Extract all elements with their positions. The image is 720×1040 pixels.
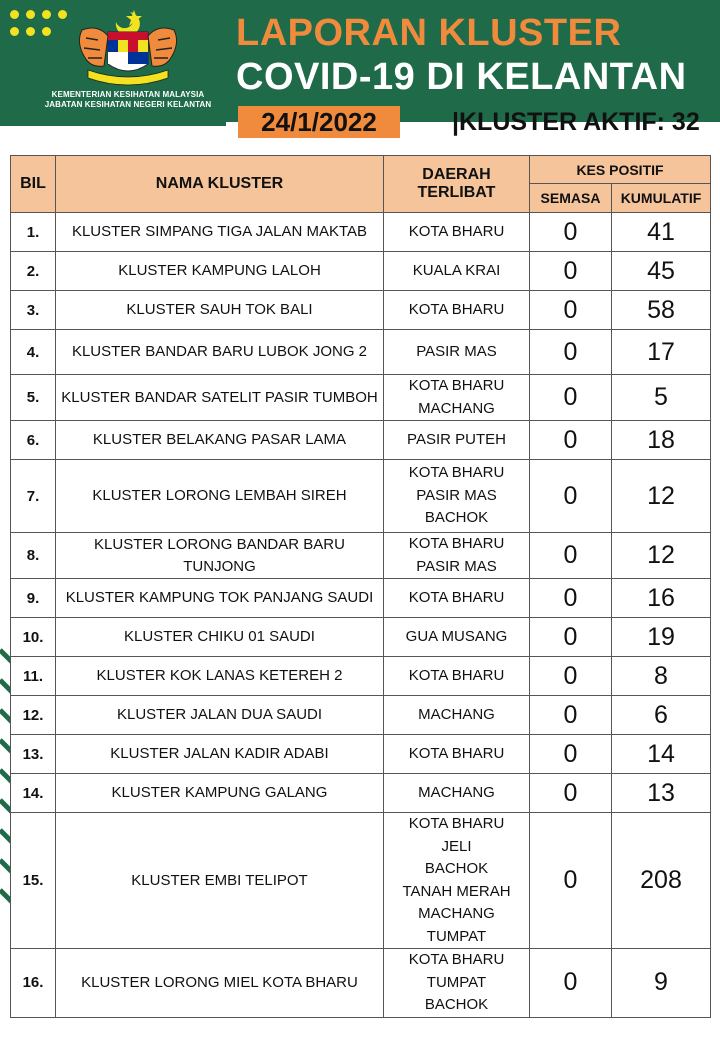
header-kes-positif: KES POSITIF (530, 156, 711, 184)
cell-kumulatif: 58 (612, 291, 711, 330)
cell-kumulatif: 17 (612, 330, 711, 375)
ministry-label: KEMENTERIAN KESIHATAN MALAYSIA JABATAN KESIHATAN NEGERI KELANTAN (44, 90, 212, 109)
table-row (11, 533, 711, 579)
cell-bil: 1. (11, 213, 56, 252)
cell-kumulatif: 8 (612, 657, 711, 696)
cell-semasa: 0 (530, 460, 612, 533)
cell-daerah-terlibat: KOTA BHARU (384, 213, 530, 252)
cell-semasa: 0 (530, 618, 612, 657)
cell-kumulatif: 12 (612, 460, 711, 533)
cell-daerah-terlibat: KOTA BHARU PASIR MAS (384, 533, 530, 579)
cell-kumulatif: 13 (612, 774, 711, 813)
table-row (11, 421, 711, 460)
table-row (11, 579, 711, 618)
cell-nama-kluster: KLUSTER JALAN KADIR ADABI (56, 735, 384, 774)
table-row (11, 330, 711, 375)
table-row (11, 696, 711, 735)
cell-daerah-terlibat: KOTA BHARU (384, 291, 530, 330)
header-nama-kluster: NAMA KLUSTER (56, 156, 384, 213)
report-title: LAPORAN KLUSTER (236, 12, 622, 54)
cell-daerah-terlibat: PASIR PUTEH (384, 421, 530, 460)
table-row (11, 252, 711, 291)
cell-daerah-terlibat: MACHANG (384, 696, 530, 735)
cell-bil: 14. (11, 774, 56, 813)
cell-semasa: 0 (530, 291, 612, 330)
active-cluster-count: |KLUSTER AKTIF: 32 (452, 108, 700, 136)
cell-daerah-terlibat: PASIR MAS (384, 330, 530, 375)
cluster-table-body (11, 213, 711, 1018)
cell-nama-kluster: KLUSTER EMBI TELIPOT (56, 813, 384, 949)
cell-daerah-terlibat: GUA MUSANG (384, 618, 530, 657)
cell-kumulatif: 12 (612, 533, 711, 579)
cell-bil: 15. (11, 813, 56, 949)
cell-kumulatif: 6 (612, 696, 711, 735)
cell-daerah-terlibat: KOTA BHARU TUMPAT BACHOK (384, 949, 530, 1018)
cell-semasa: 0 (530, 421, 612, 460)
header-bil: BIL (11, 156, 56, 213)
cell-semasa: 0 (530, 735, 612, 774)
table-row (11, 949, 711, 1018)
report-date: 24/1/2022 (238, 106, 400, 138)
cell-nama-kluster: KLUSTER LORONG LEMBAH SIREH (56, 460, 384, 533)
cell-bil: 3. (11, 291, 56, 330)
report-subtitle: COVID-19 DI KELANTAN (236, 56, 687, 98)
cell-nama-kluster: KLUSTER BANDAR SATELIT PASIR TUMBOH (56, 375, 384, 421)
cell-kumulatif: 19 (612, 618, 711, 657)
table-row (11, 375, 711, 421)
cell-bil: 13. (11, 735, 56, 774)
header-green-tab (0, 120, 240, 140)
cell-semasa: 0 (530, 375, 612, 421)
cell-kumulatif: 14 (612, 735, 711, 774)
cell-semasa: 0 (530, 330, 612, 375)
cell-kumulatif: 208 (612, 813, 711, 949)
cell-kumulatif: 16 (612, 579, 711, 618)
cell-bil: 6. (11, 421, 56, 460)
header-semasa: SEMASA (530, 184, 612, 213)
table-row (11, 735, 711, 774)
cell-bil: 12. (11, 696, 56, 735)
header-banner (0, 0, 720, 122)
cell-nama-kluster: KLUSTER KAMPUNG TOK PANJANG SAUDI (56, 579, 384, 618)
cell-daerah-terlibat: KOTA BHARU (384, 735, 530, 774)
cell-bil: 9. (11, 579, 56, 618)
cell-daerah-terlibat: KOTA BHARU JELI BACHOK TANAH MERAH MACHANG TUMPAT (384, 813, 530, 949)
cell-nama-kluster: KLUSTER KAMPUNG LALOH (56, 252, 384, 291)
cell-semasa: 0 (530, 213, 612, 252)
cell-semasa: 0 (530, 774, 612, 813)
cell-bil: 10. (11, 618, 56, 657)
cell-nama-kluster: KLUSTER KOK LANAS KETEREH 2 (56, 657, 384, 696)
cell-kumulatif: 9 (612, 949, 711, 1018)
cell-semasa: 0 (530, 696, 612, 735)
cell-daerah-terlibat: KOTA BHARU (384, 579, 530, 618)
cell-nama-kluster: KLUSTER CHIKU 01 SAUDI (56, 618, 384, 657)
table-row (11, 460, 711, 533)
header-daerah-terlibat: DAERAH TERLIBAT (384, 156, 530, 213)
cell-kumulatif: 41 (612, 213, 711, 252)
cell-semasa: 0 (530, 252, 612, 291)
cell-bil: 4. (11, 330, 56, 375)
cell-semasa: 0 (530, 657, 612, 696)
cell-semasa: 0 (530, 579, 612, 618)
cell-bil: 16. (11, 949, 56, 1018)
header-kumulatif: KUMULATIF (612, 184, 711, 213)
table-row (11, 813, 711, 949)
table-row (11, 774, 711, 813)
cell-semasa: 0 (530, 813, 612, 949)
table-row (11, 657, 711, 696)
cell-nama-kluster: KLUSTER BANDAR BARU LUBOK JONG 2 (56, 330, 384, 375)
cell-nama-kluster: KLUSTER SIMPANG TIGA JALAN MAKTAB (56, 213, 384, 252)
cell-semasa: 0 (530, 533, 612, 579)
coat-of-arms-logo (68, 8, 188, 90)
cell-daerah-terlibat: KOTA BHARU (384, 657, 530, 696)
cell-nama-kluster: KLUSTER SAUH TOK BALI (56, 291, 384, 330)
cell-nama-kluster: KLUSTER KAMPUNG GALANG (56, 774, 384, 813)
cluster-table (10, 155, 711, 1018)
cell-nama-kluster: KLUSTER JALAN DUA SAUDI (56, 696, 384, 735)
cell-bil: 7. (11, 460, 56, 533)
cell-bil: 2. (11, 252, 56, 291)
table-row (11, 291, 711, 330)
cell-bil: 5. (11, 375, 56, 421)
cell-nama-kluster: KLUSTER LORONG MIEL KOTA BHARU (56, 949, 384, 1018)
cell-daerah-terlibat: MACHANG (384, 774, 530, 813)
cell-daerah-terlibat: KOTA BHARU MACHANG (384, 375, 530, 421)
cell-daerah-terlibat: KUALA KRAI (384, 252, 530, 291)
cell-semasa: 0 (530, 949, 612, 1018)
cell-kumulatif: 45 (612, 252, 711, 291)
cell-daerah-terlibat: KOTA BHARU PASIR MAS BACHOK (384, 460, 530, 533)
cell-nama-kluster: KLUSTER BELAKANG PASAR LAMA (56, 421, 384, 460)
cell-bil: 11. (11, 657, 56, 696)
table-row (11, 618, 711, 657)
cell-kumulatif: 18 (612, 421, 711, 460)
cell-bil: 8. (11, 533, 56, 579)
cell-nama-kluster: KLUSTER LORONG BANDAR BARU TUNJONG (56, 533, 384, 579)
table-row (11, 213, 711, 252)
cell-kumulatif: 5 (612, 375, 711, 421)
